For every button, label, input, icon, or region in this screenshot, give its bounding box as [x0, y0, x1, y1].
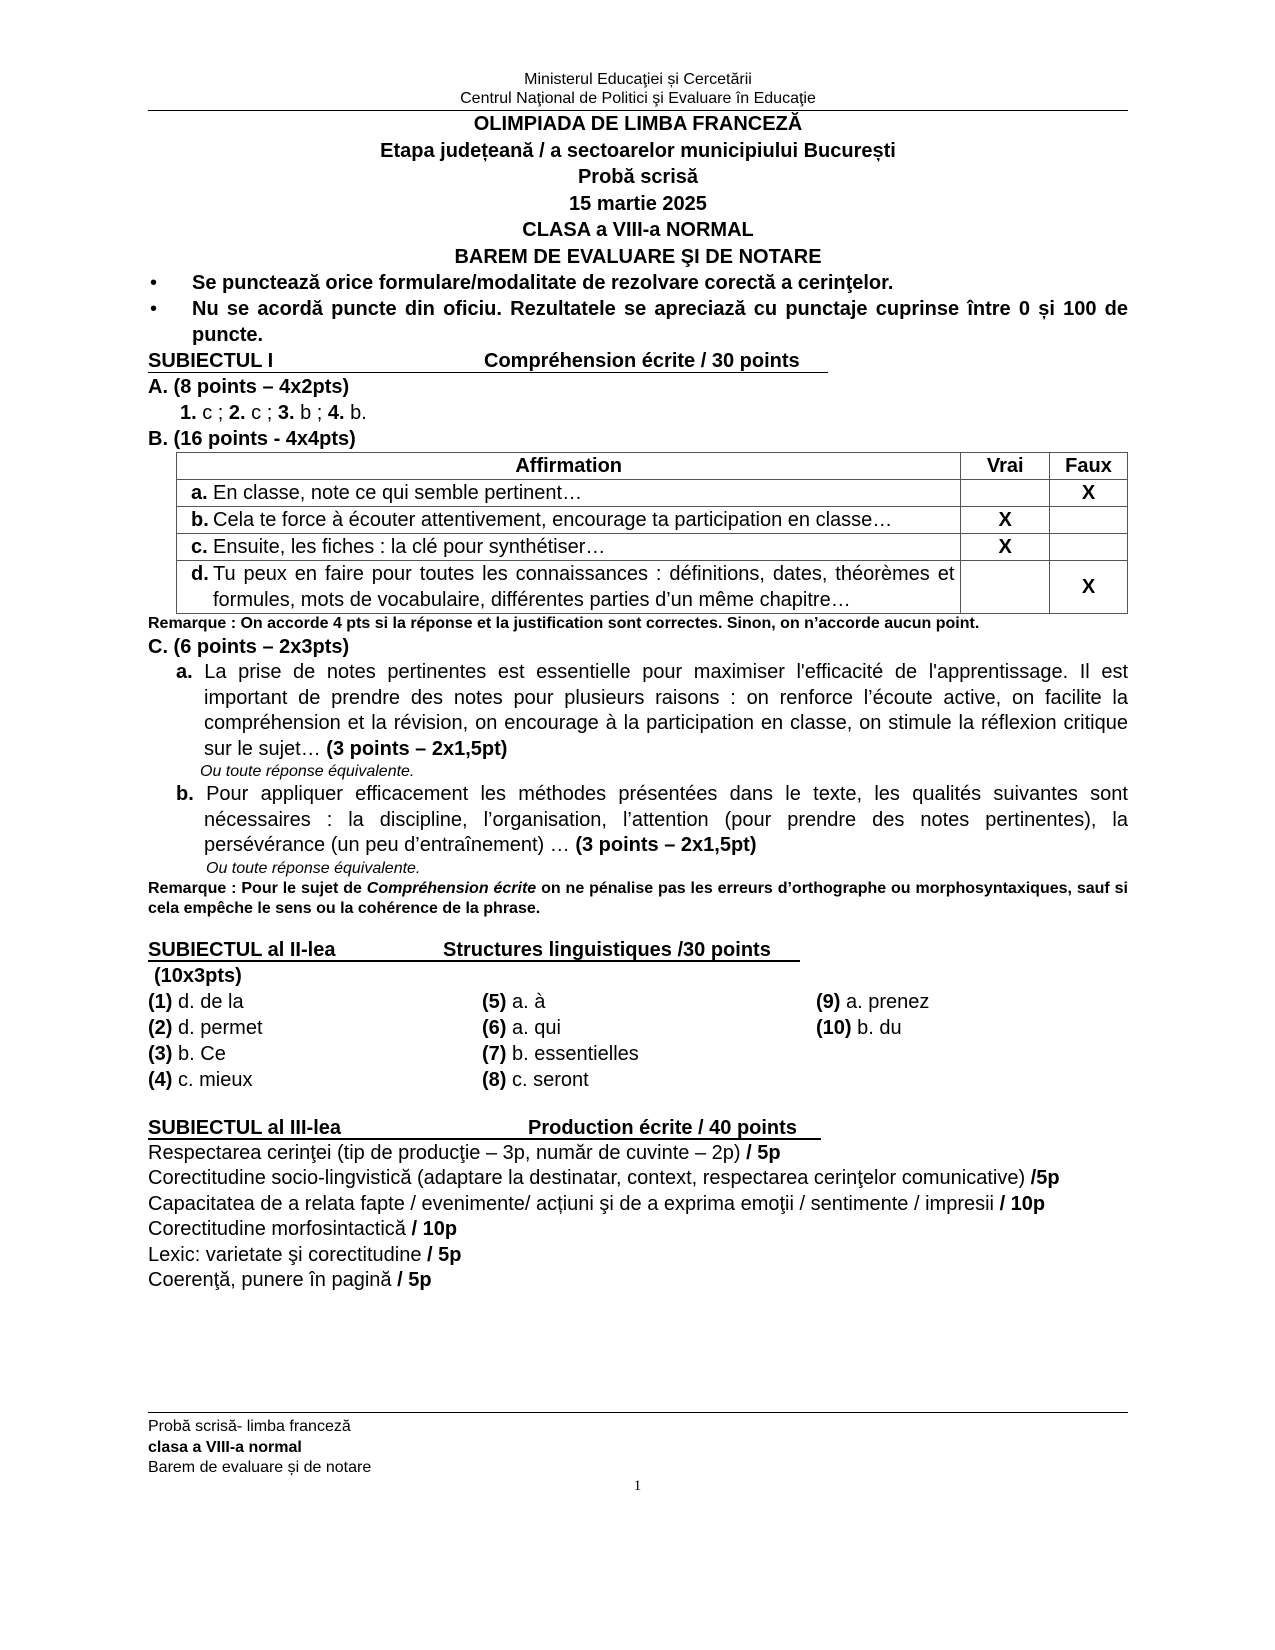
- criterion-item: Coerenţă, punere în pagină / 5p: [148, 1269, 432, 1291]
- footer-line: clasa a VIII-a normal: [148, 1438, 302, 1456]
- answer-letter: b.: [176, 783, 194, 805]
- affirmation-text: Ensuite, les fiches : la clé pour synthétiser…: [213, 536, 606, 558]
- faux-mark: [1049, 534, 1127, 561]
- true-false-table: [176, 452, 1128, 614]
- answer-item: (1) d. de la: [148, 990, 244, 1013]
- answer-item: (6) a. qui: [482, 1016, 561, 1039]
- vrai-mark: X: [961, 507, 1050, 534]
- answer-number: 4.: [327, 402, 345, 424]
- row-letter: a.: [191, 482, 208, 504]
- table-header-row: [177, 453, 1128, 480]
- criterion-item: Corectitudine morfosintactică / 10p: [148, 1218, 458, 1240]
- rule-item: • Se punctează orice formulare/modalitate de rezolvare corectă a cerinţelor.: [148, 270, 1128, 296]
- equivalent-note: Ou toute réponse équivalente.: [200, 763, 415, 780]
- answer-text: Pour appliquer efficacement les méthodes présentées dans le texte, les qualités suivantes sont nécessaires : la discipline, l’organisation, l’attention (pour prendre des notes pertinentes), la persévérance (un peu d’entraînement) …: [204, 783, 1128, 856]
- answers-column-1: [148, 989, 263, 1093]
- answer-points: (3 points – 2x1,5pt): [575, 834, 757, 856]
- class-title: CLASA a VIII-a NORMAL: [522, 219, 754, 241]
- stage-title: Etapa județeană / a sectoarelor municipiului București: [380, 139, 896, 162]
- subject3-title: Production écrite / 40 points: [528, 1116, 797, 1139]
- answers-column-2: [482, 989, 639, 1093]
- general-rules-list: [148, 270, 1128, 348]
- partB-remark: Remarque : On accorde 4 pts si la réponse et la justification sont correctes. Sinon, on n’accorde aucun point.: [148, 615, 980, 632]
- answer-item: (2) d. permet: [148, 1016, 263, 1039]
- answer-item: (3) b. Ce: [148, 1042, 226, 1065]
- answer-number: 2.: [228, 402, 246, 424]
- answer-item: (10) b. du: [816, 1016, 902, 1039]
- answer-value: c: [251, 402, 262, 424]
- subject1-label: SUBIECTUL I: [148, 350, 274, 372]
- page-number: 1: [633, 1478, 642, 1494]
- table-row: [177, 561, 1128, 614]
- row-letter: b.: [191, 509, 209, 531]
- partC-remark: [148, 879, 1128, 919]
- criterion-item: Lexic: varietate şi corectitudine / 5p: [148, 1243, 462, 1266]
- answer-letter: a.: [176, 661, 193, 683]
- olympiad-title: OLIMPIADA DE LIMBA FRANCEZĂ: [473, 113, 803, 135]
- partC-heading: C. (6 points – 2x3pts): [148, 636, 350, 658]
- table-row: [177, 507, 1128, 534]
- footer-line: Barem de evaluare și de notare: [148, 1459, 372, 1476]
- partC-answer-a: [148, 660, 1128, 762]
- answer-value: c: [202, 402, 213, 424]
- subject1-heading: [148, 348, 1128, 374]
- answers-column-3: [816, 989, 929, 1041]
- center-name: Centrul Naţional de Politici şi Evaluare în Educaţie: [460, 90, 816, 107]
- partB-heading: B. (16 points - 4x4pts): [148, 428, 356, 450]
- exam-type: Probă scrisă: [577, 166, 699, 188]
- subject3-label: SUBIECTUL al III-lea: [148, 1116, 342, 1139]
- ministry-name: Ministerul Educaţiei și Cercetării: [524, 71, 752, 88]
- subject2-title: Structures linguistiques /30 points: [443, 938, 771, 961]
- answer-text: La prise de notes pertinentes est essentielle pour maximiser l'efficacité de l'apprentissage. Il est important de prendre des notes pour plusieurs raisons : on renforce l’écoute active, on facilite la compréhension et la révision, on encourage à la participation en classe, on stimule la réflexion critique sur le sujet…: [204, 661, 1128, 760]
- affirmation-text: Cela te force à écouter attentivement, encourage ta participation en classe…: [213, 509, 893, 531]
- answer-item: (7) b. essentielles: [482, 1042, 639, 1065]
- affirmation-text: En classe, note ce qui semble pertinent…: [213, 482, 583, 504]
- partA-heading: A. (8 points – 4x2pts): [148, 376, 350, 398]
- page-footer: [148, 1412, 1128, 1479]
- equivalent-note: Ou toute réponse équivalente.: [206, 859, 421, 877]
- answer-item: (5) a. à: [482, 990, 546, 1013]
- barem-title: BAREM DE EVALUARE ŞI DE NOTARE: [454, 245, 822, 268]
- answer-item: (4) c. mieux: [148, 1068, 253, 1091]
- subject2-answers: [148, 989, 1128, 1093]
- column-header: Affirmation: [177, 453, 961, 480]
- answer-item: (8) c. seront: [482, 1068, 589, 1091]
- answer-number: 1.: [180, 402, 197, 424]
- faux-mark: X: [1049, 561, 1127, 614]
- column-header: Vrai: [961, 453, 1050, 480]
- subject2-points: (10x3pts): [154, 964, 242, 987]
- table-row: [177, 534, 1128, 561]
- faux-mark: [1049, 507, 1127, 534]
- criterion-item: Respectarea cerinţei (tip de producţie – 3p, număr de cuvinte – 2p) / 5p: [148, 1141, 781, 1164]
- criterion-item: Corectitudine socio-lingvistică (adaptare la destinatar, context, respectarea cerinţelor comunicative) /5p: [148, 1167, 1060, 1189]
- partA-answers: 1. c ; 2. c ; 3. b ; 4. b.: [180, 402, 367, 424]
- partC-answer-b: [148, 782, 1128, 859]
- affirmation-text: Tu peux en faire pour toutes les connaissances : définitions, dates, théorèmes et formules, mots de vocabulaire, différentes parties d’un même chapitre…: [213, 563, 955, 611]
- rule-item: • Nu se acordă puncte din oficiu. Rezultatele se apreciază cu punctaje cuprinse între 0 și 100 de puncte.: [148, 296, 1128, 348]
- remark-text: Remarque : Pour le sujet de: [148, 879, 362, 897]
- subject3-heading: [148, 1115, 1128, 1141]
- document-page: [148, 70, 1128, 1294]
- subject1-title: Compréhension écrite / 30 points: [484, 350, 800, 372]
- criteria-list: [148, 1141, 1128, 1294]
- remark-italic: Compréhension écrite: [366, 879, 537, 897]
- answer-number: 3.: [277, 402, 295, 424]
- remark-text: on ne pénalise pas les erreurs d’orthographe ou morphosyntaxiques, sauf si cela empêche le sens ou la cohérence de la phrase.: [148, 879, 1129, 917]
- row-letter: c.: [191, 536, 208, 558]
- row-letter: d.: [191, 563, 209, 585]
- subject3-underline: [148, 1138, 821, 1140]
- subject2-underline: [148, 960, 800, 962]
- column-header: Faux: [1049, 453, 1127, 480]
- subject1-underline: [148, 372, 828, 374]
- subject2-label: SUBIECTUL al II-lea: [148, 938, 336, 961]
- answer-points: (3 points – 2x1,5pt): [326, 737, 508, 760]
- vrai-mark: X: [961, 534, 1050, 561]
- answer-value: b: [300, 402, 312, 424]
- subject2-heading: [148, 937, 1128, 963]
- answer-item: (9) a. prenez: [816, 990, 930, 1013]
- faux-mark: X: [1049, 480, 1127, 507]
- answer-value: b.: [350, 402, 367, 424]
- table-row: [177, 480, 1128, 507]
- footer-line: Probă scrisă- limba franceză: [148, 1418, 351, 1435]
- criterion-item: Capacitatea de a relata fapte / evenimente/ acțiuni şi de a exprima emoţii / sentimente / impresii / 10p: [148, 1192, 1046, 1215]
- exam-date: 15 martie 2025: [569, 192, 707, 215]
- vrai-mark: [961, 480, 1050, 507]
- vrai-mark: [961, 561, 1050, 614]
